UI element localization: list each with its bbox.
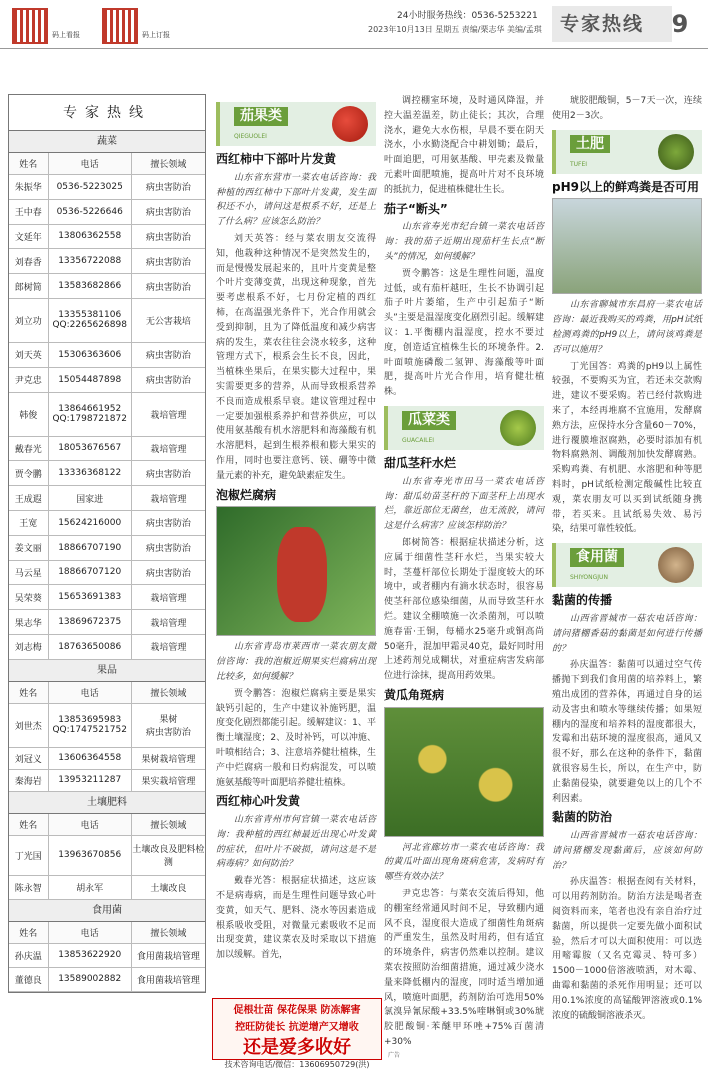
table-row	[9, 249, 205, 274]
field-cell: 病虫害防治	[145, 257, 191, 268]
article-heading: 黏菌的防治	[552, 810, 613, 825]
table-row	[9, 561, 205, 586]
date-line: 2023年10月13日 星期五 责编/栗志华 美编/孟琪	[368, 25, 542, 34]
phone-cell: 13853622920	[49, 944, 132, 967]
answer: 郎树简答：根据症状描述分析，这应属于细菌性茎秆水烂，当果实较大时，茎蔓杆部位长期处于湿度较大的环境中，或者棚内有滴水状态时，很容易使茎秆部位感染细菌，从而导致茎秆水烂。建议全棚喷施一次杀菌剂，可以喷施春雷·王铜，每桶水25毫升或铜高尚50毫升，混加甲霜灵40克，最好同时用上述药剂兑成糊状，对重症病害发病部位进行涂抹，提高用药效果。	[384, 537, 544, 682]
answer: 调控棚室环境，及时通风降湿，并控大温差温差，防止徒长；其次，合理浇水，避免大水伤根，早晨不要在阴天浇水，小水勤浇配合中耕划锄；最后，叶面追肥，可用氨基酸、甲壳素及微量元素叶面肥喷施，提高叶片对不良环境的抵抗力，促进植株健壮生长。	[384, 96, 544, 195]
phone-cell: 13806362558	[49, 225, 132, 249]
phone-cell: 0536-5226646	[49, 200, 132, 224]
ad-line: 控旺防徒长 抗逆增产又增收	[235, 1022, 359, 1033]
article-heading: 茄子“断头”	[384, 201, 448, 216]
phone-cell: 国家进	[49, 486, 132, 510]
field-cell: 栽培管理	[150, 410, 187, 421]
name-cell: 朱振华	[9, 175, 49, 199]
phone-cell: 15624216000	[49, 511, 132, 535]
field-cell: 食用菌栽培管理	[136, 975, 200, 986]
phone-cell: 13963670856	[49, 836, 132, 875]
header-cell: 姓名	[9, 814, 49, 835]
table-header-row	[9, 682, 205, 704]
qr-code-icon[interactable]	[12, 8, 48, 44]
article-heading: 黏菌的传播	[552, 593, 613, 608]
field-cell: 栽培管理	[150, 618, 187, 629]
table-row	[9, 704, 205, 748]
field-cell: 病虫害防治	[145, 282, 191, 293]
question: 山西省晋城市一菇农电话咨询：请问猪棚香菇的黏菌是如何进行传播的？	[552, 613, 702, 654]
table-row	[9, 585, 205, 610]
name-cell: 刘春香	[9, 249, 49, 273]
table-row	[9, 748, 205, 770]
phone-cell: 18763650086	[49, 635, 132, 659]
band-sub: SHIYONGJUN	[570, 574, 608, 582]
header-cell: 擅长领域	[150, 160, 187, 170]
question: 山西省晋城市一菇农电话咨询：请问猪棚发现黏菌后，应该如何防治？	[552, 831, 702, 871]
phone-cell	[49, 704, 132, 747]
field-cell: 病虫害防治	[145, 183, 191, 194]
phone-cell: 0536-5223025	[49, 175, 132, 199]
table-row	[9, 944, 205, 968]
field-cell: 栽培管理	[150, 494, 187, 505]
answer: 丁光国答：鸡粪的pH9以上属性较强，不要购买为宜，若还未交款购进，建议不要采购。若已经付款购进来了，本经再堆腐不宜施用，发酵腐熟方法，应保持水分含量60－70%，进行覆膜堆沤腐熟，必要时添加有机物料腐熟剂、调酸剂加快发酵腐熟。采购鸡粪、有机肥、水溶肥和种等肥料时，pH试纸检测定酸碱性比较直观，菜农朋友可以买到试纸随身携带，若买来。且试纸易失效、易污染，结果可靠性较低。	[552, 361, 702, 535]
field-text: 果树	[159, 715, 178, 726]
field-cell: 果实栽培管理	[141, 776, 196, 787]
name-cell: 董德良	[9, 968, 49, 991]
header-cell: 姓名	[9, 153, 49, 174]
qr-label: 码上订报	[142, 31, 170, 39]
phone-cell: 13356722088	[49, 249, 132, 273]
table-header-row	[9, 153, 205, 175]
article-heading: 西红柿中下部叶片发黄	[216, 152, 337, 166]
section-title: 专家热线	[552, 6, 672, 42]
question: 山东省寿光市田马一菜农电话咨询：甜瓜幼苗茎秆的下面茎秆上出现水烂，靠近部位无菌丝，也无流胶，请问这是什么病害？应该怎样防治？	[384, 476, 544, 532]
header-cell: 擅长领域	[150, 928, 187, 939]
phone-cell	[49, 299, 132, 342]
answer: 戴春光答：根据症状描述，这应该不是病毒病，而是生理性问题导致心叶变黄，如天气、肥料、浇水等因素造成根系吸收受阻，对微量元素吸收不足而出现变黄，建议菜农及时采取以下措施加以缓解。首先，	[216, 876, 376, 961]
phone-cell: 13589002882	[49, 968, 132, 991]
name-cell: 孙庆温	[9, 944, 49, 967]
page-header	[0, 0, 708, 62]
phone-cell: 18053676567	[49, 437, 132, 461]
table-row	[9, 770, 205, 792]
field-cell: 土壤改良	[150, 883, 187, 894]
question: 山东省青州市何官镇一菜农电话咨询：我种植的西红柿最近出现心叶发黄的症状，但叶片不破损，请问这是不是病毒病？如何防治？	[216, 815, 376, 870]
answer: 贾令鹏答：泡椒烂腐病主要是果实缺钙引起的，生产中建议补施钙肥，温度变化剧烈都能引起。缓解建议：1、平衡土壤湿度；2、及时补钙，可以冲施、叶喷相结合；3、注意培养健壮植株，生产中烂腐病一般和日灼病混发，可以喷施氨基酸等叶面肥培养健壮植株。	[216, 688, 376, 788]
field-cell: 果树栽培管理	[141, 754, 196, 765]
qr-label: 码上看报	[52, 31, 80, 39]
tomato-icon	[332, 106, 368, 142]
article-heading: 泡椒烂腐病	[216, 487, 277, 502]
answer: 琥胶肥酸铜，5－7天一次，连续使用2－3次。	[552, 96, 702, 121]
field-cell	[132, 704, 205, 747]
table-row	[9, 876, 205, 900]
band-label: 食用菌	[570, 548, 624, 567]
header-cell: 电话	[49, 814, 132, 835]
expert-table	[8, 94, 206, 993]
cucumber-icon	[500, 410, 536, 446]
name-cell: 刘世杰	[9, 704, 49, 747]
greenhouse-photo	[552, 198, 702, 294]
table-row	[9, 461, 205, 486]
name-cell: 马云星	[9, 561, 49, 585]
article-heading: 西红柿心叶发黄	[216, 794, 301, 809]
field-cell: 病虫害防治	[145, 208, 191, 219]
table-row	[9, 343, 205, 368]
phone-cell: 15306363606	[49, 343, 132, 367]
qq-text: QQ:1747521752	[52, 725, 127, 736]
name-cell: 韩俊	[9, 393, 49, 436]
name-cell: 王宽	[9, 511, 49, 535]
field-cell: 栽培管理	[150, 593, 187, 604]
question: 河北省廊坊市一菜农电话咨询：我的黄瓜叶面出现角斑病危害，发病时有哪些有效办法？	[384, 842, 544, 883]
page-number: 9	[671, 10, 689, 38]
question: 山东省青岛市莱西市一菜农朋友微信咨询：我的泡椒近期果实烂腐病出现比较多，如何缓解？	[216, 642, 376, 682]
phone-cell: 18866707120	[49, 561, 132, 585]
name-cell: 刘天英	[9, 343, 49, 367]
band-sub: TUFEI	[570, 160, 588, 168]
name-cell: 丁光国	[9, 836, 49, 875]
band-label: 茄果类	[234, 107, 288, 126]
advertisement[interactable]	[212, 998, 382, 1069]
ad-line: 促根壮苗 保花保果 防冻解害	[233, 1005, 361, 1016]
name-cell: 陈永智	[9, 876, 49, 899]
hotline-text: 24小时服务热线：0536-5253221	[397, 11, 538, 21]
name-cell: 贾令鹏	[9, 461, 49, 485]
header-cell: 姓名	[9, 682, 49, 703]
header-cell: 擅长领域	[150, 820, 187, 831]
question: 山东省聊城市东昌府一菜农电话咨询：最近我购买的鸡粪，用pH试纸检测鸡粪的pH9以上，请问该鸡粪是否可以施用？	[552, 300, 702, 355]
name-cell: 戴春光	[9, 437, 49, 461]
header-cell: 擅长领域	[150, 688, 187, 699]
article-heading: pH9以上的鲜鸡粪是否可用	[552, 179, 699, 194]
header-cell: 电话	[49, 153, 132, 174]
category-label: 土壤肥料	[9, 792, 205, 814]
table-row	[9, 368, 205, 393]
table-row	[9, 274, 205, 299]
ad-contact: 技术咨询电话/微信：13606950729(洪)	[224, 1060, 370, 1069]
phone-cell: 13583682866	[49, 274, 132, 298]
phone-cell: 13869672375	[49, 610, 132, 634]
qq-text: QQ:1798721872	[52, 414, 127, 425]
table-row	[9, 437, 205, 462]
band-label: 土肥	[570, 135, 610, 154]
column-1	[216, 96, 376, 965]
ad-slogan: 还是爱多收好	[243, 1037, 351, 1058]
divider	[0, 48, 708, 49]
name-cell: 尹克忠	[9, 368, 49, 392]
table-row	[9, 511, 205, 536]
section-band	[552, 130, 702, 174]
name-cell: 刘冠义	[9, 748, 49, 769]
answer: 刘天英答：经与菜农朋友交流得知，他栽种这种情况不是突然发生的，而是慢慢发展起来的，且叶片变黄是整个叶片变薄变黄，出现这种现象，首先要考虑根系不好，七月份定植的西红柿，在高温强光条件下，光合作用就会受到抑制，且为了降低温度和减少病害病的发生，菜农往往会浇水较多，这种管理方式下，根系会生长不良，因此，当植株坐果后，在果实膨大过程中，果实需要更多的营养，从而导致根系营养不良而造成根系早衰。建议管理过程中一定要加强根系养护和营养供应，可以使用氨基酸有机水溶肥料和海藻酸有机水溶肥料，起到生根养根和膨大果实的作用，同时也要注意钙、镁、硼等中微量元素的补充，避免缺素症发生。	[216, 233, 376, 481]
table-title: 专家热线	[9, 95, 205, 131]
name-cell: 刘志梅	[9, 635, 49, 659]
table-row	[9, 635, 205, 660]
table-row	[9, 968, 205, 992]
mushroom-icon	[658, 547, 694, 583]
field-cell: 无公害栽培	[145, 316, 191, 327]
field-cell: 栽培管理	[150, 643, 187, 654]
table-row	[9, 610, 205, 635]
table-row	[9, 836, 205, 876]
name-cell: 王中春	[9, 200, 49, 224]
qq-text: QQ:2265626898	[52, 320, 127, 331]
answer: 孙庆温答：黏菌可以通过空气传播抛下到我们食用菌的培养料上，繁殖出成团的营养体，再通过自身的运动及害虫和喷水等继续传播；如果短棚内的湿度和培养料的湿度都很大，发霉和出菇环境的湿度很高，通风又很不好，那么在这种的条件下，黏菌就很容易生长，所以，在生产中，防止黏菌侵染，就要避免以上的几个不利因素。	[552, 660, 702, 804]
table-row	[9, 200, 205, 225]
header-cell: 姓名	[9, 922, 49, 943]
pepper-photo	[216, 506, 376, 636]
name-cell: 文延年	[9, 225, 49, 249]
column-2	[384, 94, 544, 1052]
phone-cell: 15054487898	[49, 368, 132, 392]
field-cell: 病虫害防治	[145, 351, 191, 362]
cucumber-leaf-photo	[384, 707, 544, 837]
table-header-row	[9, 814, 205, 836]
name-cell: 王成遐	[9, 486, 49, 510]
field-cell: 病虫害防治	[145, 519, 191, 530]
phone-cell: 13606364558	[49, 748, 132, 769]
band-sub: QIEGUOLEI	[234, 133, 267, 140]
name-cell: 姜文丽	[9, 536, 49, 560]
band-label: 瓜菜类	[402, 411, 456, 430]
phone-cell: 13336368122	[49, 461, 132, 485]
table-row	[9, 225, 205, 250]
phone-cell: 胡永军	[49, 876, 132, 899]
field-cell: 病虫害防治	[145, 469, 191, 480]
phone-cell	[49, 393, 132, 436]
name-cell: 刘立功	[9, 299, 49, 342]
question: 山东省寿光市纪台镇一菜农电话咨询：我的茄子近期出现茄杆生长点“断头”的情况，如何缓解？	[384, 222, 544, 262]
category-label: 蔬菜	[9, 131, 205, 153]
phone-cell: 18866707190	[49, 536, 132, 560]
ad-tag: 广告	[388, 1052, 401, 1059]
name-cell: 吴荣葵	[9, 585, 49, 609]
section-band	[552, 543, 702, 587]
article-heading: 黄瓜角斑病	[384, 687, 445, 702]
field-cell: 食用菌栽培管理	[136, 951, 200, 962]
category-label: 食用菌	[9, 900, 205, 922]
column-3	[552, 94, 702, 1025]
category-label: 果品	[9, 660, 205, 682]
table-row	[9, 486, 205, 511]
phone-text: 13864661952	[58, 404, 122, 415]
name-cell: 秦海岩	[9, 770, 49, 791]
article-heading: 甜瓜茎秆水烂	[384, 455, 457, 470]
phone-text: 13853695983	[58, 715, 122, 726]
table-header-row	[9, 922, 205, 944]
name-cell: 果志华	[9, 610, 49, 634]
field-cell: 病虫害防治	[145, 232, 191, 243]
table-row	[9, 393, 205, 437]
answer: 贾令鹏答：这是生理性问题，温度过低，或有茄杆越旺，生长不协调引起茄子叶片萎缩，生产中引起茄子“断头”主要是温湿度变化剧烈引起。缓解建议：1.平衡棚内温湿度，控水不要过度，创造适宜植株生长的环境条件。2.叶面喷施磷酸二氢钾、海藻酸等叶面肥，提高叶片光合作用，培育健壮植株。	[384, 268, 544, 398]
field-cell: 病虫害防治	[145, 376, 191, 387]
field-cell: 病虫害防治	[145, 568, 191, 579]
field-text: 病虫害防治	[145, 728, 191, 739]
answer: 尹克忠答：与菜农交流后得知，他的棚室经常通风时间不足，导致棚内通风不良，湿度很大造成了细菌性角斑病的严重发生，虽然及时用药，但有适宜的环境条件，病害仍然难以控制。建议菜农按照防治细菌措施，通过减少浇水量来降低棚内的湿度，同时适当增加通风，喷施叶面肥，药剂防治可选用50%氯溴异氰尿酸+33.5%喹啉铜或30%琥胶肥酸铜·苯醚甲环唑+75%百菌清+30%	[384, 889, 544, 1048]
field-cell: 土壤改良及肥料检测	[132, 845, 205, 869]
table-row	[9, 536, 205, 561]
section-band	[384, 406, 544, 450]
phone-text: 13355381106	[58, 310, 122, 321]
header-cell: 电话	[49, 922, 132, 943]
phone-cell: 13953211287	[49, 770, 132, 791]
section-band	[216, 102, 376, 146]
table-row	[9, 299, 205, 343]
phone-cell: 15653691383	[49, 585, 132, 609]
field-cell: 病虫害防治	[145, 544, 191, 555]
header-cell: 电话	[49, 682, 132, 703]
band-sub: GUACAILEI	[402, 436, 435, 444]
answer: 孙庆温答：根据查阅有关材料，可以用药剂防治。防治方法是喝者查阅资料而来，笔者也没有亲自治疗过黏菌，所以提供一定要先做小面积试验，然后才可以大面积使用：可以选用嘧霉胺（又名克霉灵、特可多）1500－1000倍溶液喷洒，对木霉、曲霉和黏菌的杀死作用明显；还可以用0.1%浓度的高锰酸钾溶液或0.1%浓度的硫酸铜溶液杀灭。	[552, 877, 702, 1021]
question: 山东省东营市一菜农电话咨询：我种植的西红柿中下部叶片发黄，发生面积还不小，请问这是根系不好，还是上了什么病？应该怎么防治？	[216, 172, 376, 228]
name-cell: 郎树简	[9, 274, 49, 298]
seedling-icon	[658, 134, 694, 170]
field-cell: 栽培管理	[150, 444, 187, 455]
qr-code-icon[interactable]	[102, 8, 138, 44]
table-row	[9, 175, 205, 200]
